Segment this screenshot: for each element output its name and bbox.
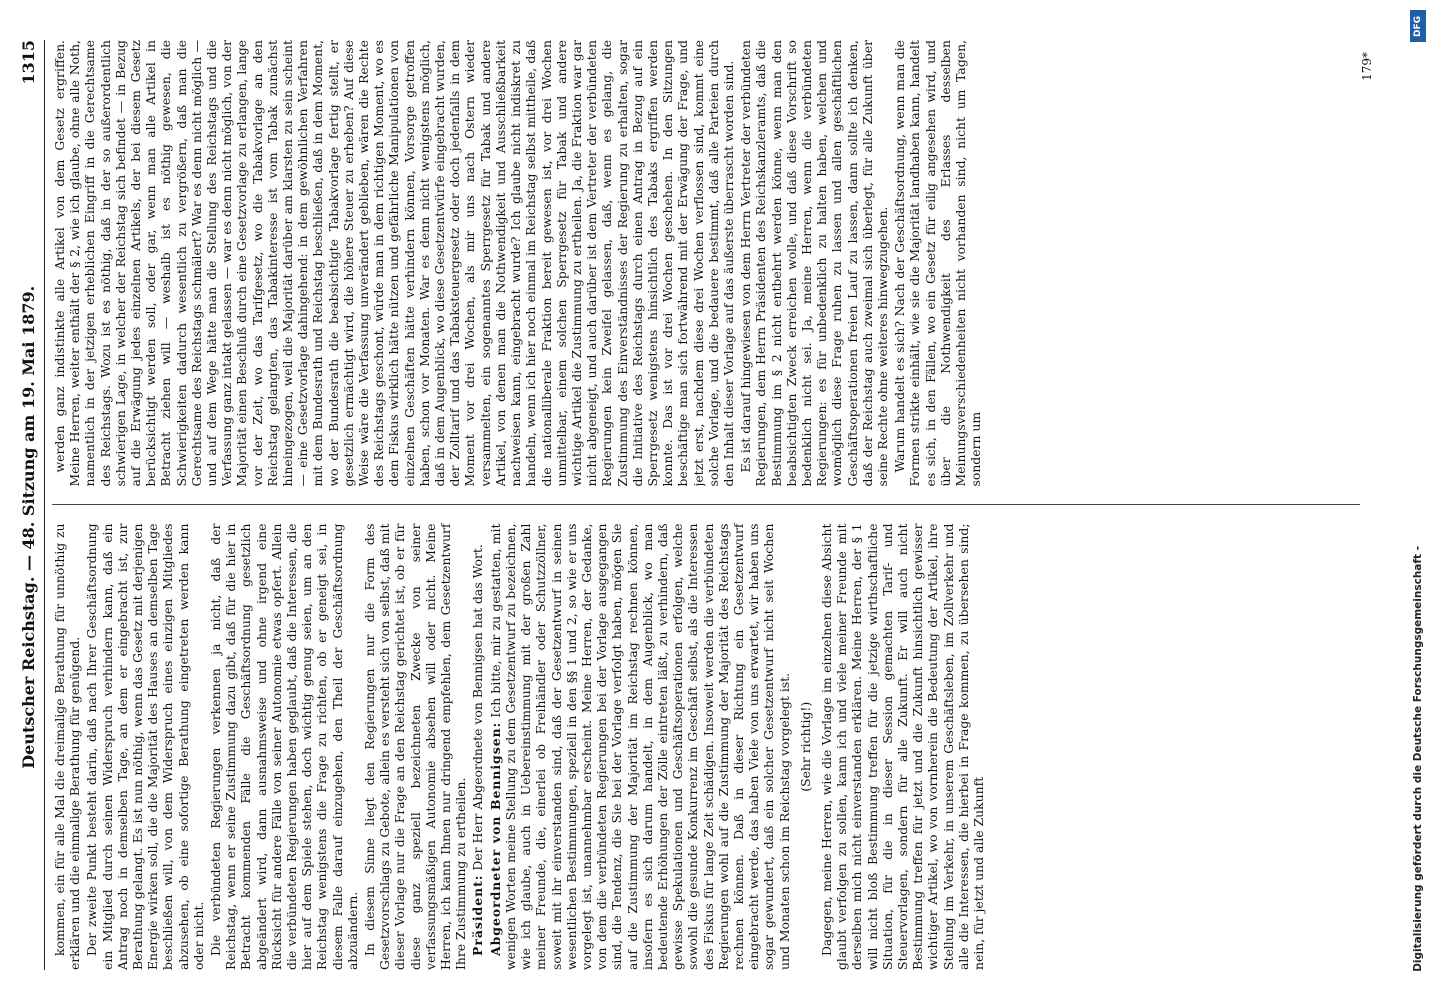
paragraph: [208, 524, 360, 971]
dfg-logo: DFG: [1410, 10, 1426, 42]
column-divider: [52, 505, 1360, 506]
text-columns: [52, 40, 1360, 970]
paragraph: [52, 524, 82, 971]
page-number: 1315: [18, 40, 38, 85]
paragraph: [84, 524, 206, 971]
digitization-credit-strip: [1404, 0, 1432, 1000]
paragraph: [738, 40, 890, 487]
left-column: [52, 524, 1360, 971]
paragraph-text: In diesem Sinne liegt den Regierungen nur die Form des Gesetzvorschlags zu Gebote, allein es versteht sich von selbst, daß mit dieser Vorlage nur die Frage an den Reichstag gerichtet ist, ob er für diese ganz speziell bezeichneten Zwecke von seiner verfassungsmäßigen Autonomie absehen will oder nicht. Meine Herren, ich kann Ihnen nur dringend empfehlen, dem Gesetzentwurf Ihre Zustimmung zu ertheilen.: [362, 523, 469, 970]
paragraph-text: Es ist darauf hingewiesen von dem Herrn Vertreter der verbündeten Regierungen, dem Herrn Präsidenten des Reichskanzleramts, daß die Bestimmung im § 2 nicht entbehrt werden könne, wenn man den beabsichtigten Zweck erreichen wolle, und daß diese Vorschrift so bedenklich nicht sei. Ja, meine Herren, wenn die verbündeten Regierungen: es für unbedenklich zu halten haben, welchen und womöglich diese Frage ruhen zu lassen und allen geschäftlichen Geschäftsoperationen freien Lauf zu lassen, dann sollte ich denken, daß der Reichstag auch zweimal sich überlegt, für alle Zukunft über seine Rechte ohne weiteres hinwegzugehen.: [738, 40, 890, 487]
paragraph: [488, 524, 792, 971]
paragraph-text: werden ganz indistinkte alle Artikel von dem Gesetz ergriffen. Meine Herren, weiter enthält der § 2, wie ich glaube, ohne alle Noth, namentlich in der jetzigen erheblichen Eingriff in die Gerechtsame des Reichstags. Wozu ist es nöthig, daß in der so außerordentlich schwierigen Lage, in welcher der Reichstag sich befindet — in Bezug auf die Erwägung jedes einzelnen Artikels, der bei diesem Gesetz berücksichtigt werden soll, oder gar, wenn man alle Artikel in Betracht ziehen will — weshalb ist es nöthig gewesen, die Schwierigkeiten dadurch wesentlich zu vergrößern, daß man die Gerechtsame des Reichstags schmälert? War es denn nicht möglich — und auf dem Wege hätte man die Stellung des Reichstags und die Verfassung ganz intakt gelassen — war es denn nicht möglich, von der Majorität einen Beschluß durch eine Gesetzvorlage zu erlangen, lange vor der Zeit, wo das Tarifgesetz, wo die Tabakvorlage an den Reichstag gelangten, das Tabakinteresse ist vom Tabak zunächst hineingezogen, weil die Majorität darüber am klarsten zu sein scheint — eine Gesetzvorlage dahingehend: in dem gewöhnlichen Verfahren mit dem Bundesrath und Reichstag beschließen, daß in dem Moment, wo der Bundesrath die beabsichtigte Tabakvorlage fertig stellt, er gesetzlich ermächtigt wird, die höhere Steuer zu erheben? Auf diese Weise wäre die Verfassung unverändert geblieben, wären die Rechte des Reichstags geschont, würde man in dem richtigen Moment, wo es dem Fiskus wirklich hätte nützen und gefährliche Manipulationen von einzelnen Geschäften hätte verhindern können, Vorsorge getroffen haben, schon vor Monaten. War es denn nicht wenigstens möglich, daß in dem Augenblick, wo diese Gesetzentwürfe eingebracht wurden, der Zolltarif und das Tabaksteuergesetz oder doch jedenfalls in dem Moment vor drei Wochen, als mir uns nach Ostern wieder versammelten, ein sogenanntes Sperrgesetz für Tabak und andere Artikel, von denen man die Nothwendigkeit und Ausschließbarkeit nachweisen kann, eingebracht wurde? Ich glaube nicht indiskret zu handeln, wenn ich hier noch einmal im Reichstag selbst mittheile, daß die nationalliberale Fraktion bereit gewesen ist, vor drei Wochen unmittelbar, einem solchen Sperrgesetz für Tabak und andere wichtige Artikel die Zustimmung zu ertheilen. Ja, die Fraktion war gar nicht abgeneigt, und auch darüber ist dem Vertreter der verbündeten Regierungen kein Zweifel gelassen, daß, wenn es gelang, die Zustimmung des Einverständnisses der Regierung zu erhalten, sogar die Initiative des Reichstags durch einen Antrag in Bezug auf ein Sperrgesetz wenigstens hinsichtlich des Tabaks ergriffen werden konnte. Das ist vor drei Wochen geschehen. In den Sitzungen beschäftige man sich fortwährend mit der Erwägung der Frage, und jetzt erst, nachdem diese drei Wochen verflossen sind, kommt eine solche Vorlage, und die bedauere bestimmt, daß alle Parteien durch den Inhalt dieser Vorlage auf das äußerste überrascht worden sind.: [52, 40, 736, 487]
speaker-name: Abgeordneter von Bennigsen:: [487, 721, 503, 956]
paragraph-text: Der zweite Punkt besteht darin, daß nach Ihrer Geschäftsordnung ein Mitglied durch seinen Widerspruch verhindern kann, daß ein Antrag noch in demselben Tage, an dem er eingebracht ist, zur Berathung gelangt. Es ist nun nöthig, wenn das Gesetz mit derjenigen Energie wirken soll, die die Majorität des Hauses an demselben Tage beschließen will, von dem Widerspruch eines einzigen Mitgliedes abzusehen, ob eine sofortige Berathung eingetreten werden kann oder nicht.: [84, 523, 206, 970]
paragraph: [52, 40, 736, 487]
speaker-name: Präsident:: [470, 874, 486, 956]
paragraph: [892, 40, 983, 487]
paragraph-text: Dagegen, meine Herren, wie die Vorlage im einzelnen diese Absicht glaubt verfolgen zu sollen, kann ich und viele meiner Freunde mit derselben mich nicht einverstanden erklären. Meine Herren, der § 1 will nicht bloß Bestimmung treffen für die jetzige wirthschaftliche Situation, für die in dieser Session gemachten Tarif- und Steuervorlagen, sondern für alle Zukunft. Er will auch nicht Bestimmung treffen für jetzt und die Zukunft hinsichtlich gewisser wichtiger Artikel, wo von vornherein die Bedeutung der Artikel, ihre Stellung im Verkehr, in unserem Geschäftsleben, im Zollverkehr und alle die Interessen, die hierbei in Frage kommen, zu übersehen sind; nein, für jetzt und alle Zukunft: [818, 523, 986, 970]
digitization-credit: Digitalisierung gefördert durch die Deutsche Forschungsgemeinschaft -: [1412, 546, 1424, 972]
paragraph-text: kommen, ein für alle Mal die dreimalige Berathung für unnöthig zu erklären und die einmalige Berathung für genügend.: [52, 523, 83, 970]
paragraph: [819, 524, 986, 971]
paragraph-text: Warum handelt es sich? Nach der Geschäftsordnung, wenn man die Formen strikte einhält, wie sie die Majorität landhaben kann, handelt es sich, in den Fällen, wo ein Gesetz für eilig angesehen wird, und über die Nothwendigkeit des Erlasses desselben Meinungsverschiedenheiten nicht vorhanden sind, nicht um Tagen, sondern um: [892, 40, 984, 487]
paragraph-text: Die verbündeten Regierungen verkennen ja nicht, daß der Reichstag, wenn er seine Zustimmung dazu gibt, daß für die hier in Betracht kommenden Fälle die Geschäftsordnung gesetzlich abgeändert wird, dann ausnahmsweise und ohne irgend eine Rücksicht für andere Fälle von seiner Autonomie etwas opfert. Allein die verbündeten Regierungen haben geglaubt, daß die Interessen, die hier auf dem Spiele stehen, doch wichtig genug seien, um an den Reichstag wenigstens die Frage zu richten, ob er geneigt sei, in diesem Falle darauf einzugehen, den Theil der Geschäftsordnung abzuändern.: [208, 523, 360, 970]
right-column: [52, 40, 1360, 487]
paragraph-text: Der Herr Abgeordnete von Bennigsen hat das Wort.: [470, 544, 486, 875]
paragraph: (Sehr richtig!): [797, 701, 813, 792]
paragraph: [362, 524, 468, 971]
paragraph-text: Ich bitte, mir zu gestatten, mit wenigen Worten meine Stellung zu dem Gesetzentwurf zu bezeichnen, wie ich glaube, auch in Uebereinstimmung mit der großen Zahl meiner Freunde, die, einerlei ob Freihändler oder Schutzzöllner, soweit mit ihr einverstanden sind, daß der Gesetzentwurf in seinen wesentlichen Bestimmungen, speziell in den §§ 1 und 2, so wie er uns vorgelegt ist, unannehmbar erscheint. Meine Herren, der Gedanke, von dem die verbündeten Regierungen bei der Vorlage ausgegangen sind, die Tendenz, die Sie bei der Vorlage verfolgt haben, mögen Sie auf die Zustimmung der Majorität im Reichstag rechnen können, insofern es sich darum handelt, in dem Augenblick, wo man bedeutende Erhöhungen der Zölle eintreten läßt, zu verhindern, daß gewisse Spekulationen und Geschäftsoperationen erfolgen, welche sowohl die gesunde Konkurrenz im Geschäft selbst, als die Interessen des Fiskus für lange Zeit schädigen. Insoweit werden die verbündeten Regierungen wohl auf die Zustimmung der Majorität des Reichstags rechnen können. Daß in dieser Richtung ein Gesetzentwurf eingebracht werde, das haben Viele von uns erwartet, wir haben uns sogar gewundert, daß ein solcher Gesetzentwurf nicht seit Wochen und Monaten schon im Reichstag vorgelegt ist.: [487, 523, 792, 970]
paragraph: [470, 524, 485, 971]
sheet-signature: 179*: [1360, 52, 1374, 81]
page-header: [12, 40, 45, 970]
running-title: Deutscher Reichstag. — 48. Sitzung am 19. Mai 1879.: [18, 285, 38, 769]
